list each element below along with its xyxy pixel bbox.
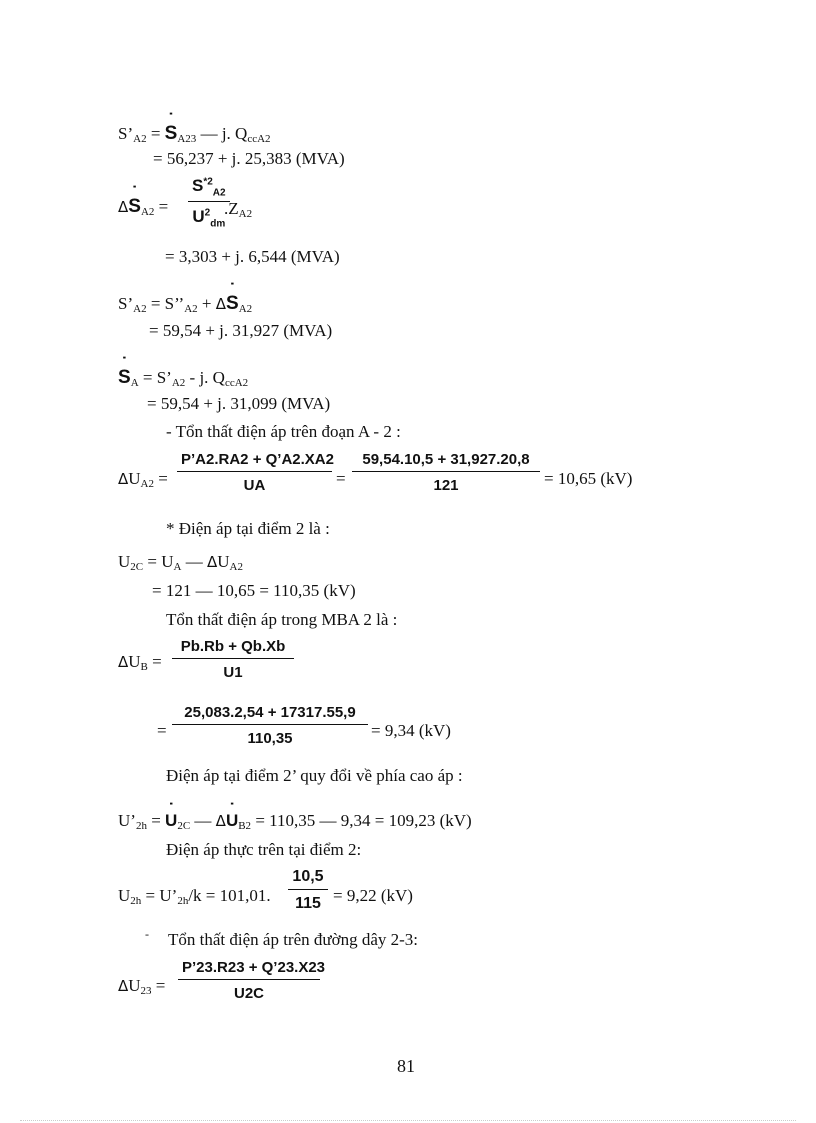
- text: = 9,34 (kV): [371, 721, 451, 740]
- bullet: [145, 928, 149, 940]
- eq-delta-u-23: [118, 976, 166, 997]
- sub: A2: [133, 303, 147, 315]
- eq-delta-u-b: [118, 652, 162, 673]
- numerator: P’A2.RA2 + Q’A2.XA2: [177, 451, 332, 472]
- text: = 121 — 10,65 = 110,35 (kV): [152, 581, 356, 600]
- text: = 10,65 (kV): [544, 469, 633, 488]
- section-heading-mba-loss: [166, 611, 397, 628]
- eq-s-prime-a2: [118, 294, 252, 313]
- sub: A23: [177, 133, 197, 145]
- section-heading-line-2-3: [168, 931, 418, 948]
- numerator: P’23.R23 + Q’23.X23: [178, 959, 320, 980]
- text: .Z: [224, 199, 239, 218]
- equals: [157, 722, 167, 739]
- text: +: [197, 294, 216, 313]
- text: = 56,237 + j. 25,383 (MVA): [153, 149, 345, 168]
- text: = U’: [141, 886, 178, 905]
- sub: ccA2: [247, 133, 271, 145]
- sub: A2: [171, 377, 186, 389]
- sub: 2h: [177, 895, 189, 907]
- numerator: Pb.Rb + Qb.Xb: [172, 638, 294, 659]
- page-number: 81: [397, 1056, 415, 1076]
- eq-delta-u-a2: [118, 469, 168, 490]
- text: U: [128, 976, 141, 995]
- eq-s-a2-line: [118, 124, 271, 143]
- numerator: 10,5: [288, 868, 328, 890]
- sub: 2C: [177, 820, 191, 832]
- delta-symbol: Δ: [118, 977, 129, 995]
- text: * Điện áp tại điểm 2 là :: [166, 519, 330, 538]
- s-dot: ˙ S: [226, 294, 239, 313]
- text: =: [336, 469, 346, 488]
- sub: A2: [229, 561, 243, 573]
- sup: *2: [203, 176, 213, 188]
- equals: [336, 470, 346, 487]
- text: =: [157, 721, 167, 740]
- sub: 2C: [130, 561, 144, 573]
- text: Điện áp tại điểm 2’ quy đổi về phía cao áp :: [166, 766, 463, 785]
- numerator: 25,083.2,54 + 17317.55,9: [172, 704, 368, 725]
- eq-u-2h: [118, 886, 271, 907]
- eq-line-2: [153, 150, 345, 167]
- text: Tổn thất điện áp trên đường dây 2-3:: [168, 930, 419, 949]
- denominator: U1: [223, 664, 243, 681]
- u-dot: ˙ U: [226, 812, 238, 829]
- eq-line-13: [152, 582, 356, 599]
- sub: A2: [140, 478, 154, 490]
- text: Điện áp thực trên tại điểm 2:: [166, 840, 362, 859]
- sup: 2: [204, 207, 211, 219]
- text: =: [146, 124, 165, 143]
- text: U’: [118, 811, 136, 830]
- s-dot: ˙ S: [118, 368, 131, 387]
- text: = U: [143, 552, 174, 571]
- delta-symbol: Δ: [118, 198, 129, 216]
- sub: dm: [210, 218, 226, 230]
- sub: 2h: [135, 820, 147, 832]
- section-heading-loss-a2: [166, 423, 401, 440]
- fraction-pb-qb: [172, 638, 294, 681]
- fraction-ratio: [288, 868, 328, 913]
- sub: A: [173, 561, 182, 573]
- denominator: U2C: [233, 985, 264, 1002]
- eq-u-2c: [118, 552, 243, 573]
- sub: A2: [140, 206, 155, 218]
- sub: A2: [184, 303, 198, 315]
- text: /k = 101,01.: [188, 886, 271, 905]
- eq-s-a: [118, 368, 248, 387]
- eq-line-8: [147, 395, 330, 412]
- sub: A: [130, 377, 139, 389]
- sub: 2h: [130, 895, 142, 907]
- eq-line-6: [149, 322, 332, 339]
- text: = 59,54 + j. 31,099 (MVA): [147, 394, 331, 413]
- section-heading-voltage-2: [166, 520, 330, 537]
- denominator: UA: [243, 477, 266, 494]
- text: =: [147, 652, 162, 671]
- sub: A2: [212, 187, 226, 199]
- text: S’: [118, 124, 134, 143]
- text: - j. Q: [185, 368, 225, 387]
- delta-symbol: Δ: [118, 653, 129, 671]
- sub: ccA2: [224, 377, 249, 389]
- section-heading-converted: [166, 767, 463, 784]
- text: = S’’: [146, 294, 185, 313]
- numerator: 59,54.10,5 + 31,927.20,8: [352, 451, 540, 472]
- text: = 3,303 + j. 6,544 (MVA): [165, 247, 340, 266]
- text: -: [145, 927, 149, 941]
- delta-symbol: Δ: [215, 812, 226, 830]
- fraction-mba-values: [172, 704, 368, 747]
- eq-u-prime-2h: [118, 811, 472, 832]
- denominator: 121: [433, 477, 459, 494]
- sub: A2: [238, 208, 253, 220]
- eq-delta-s-a2: [118, 197, 168, 216]
- text: =: [154, 197, 169, 216]
- text: U: [118, 886, 131, 905]
- sub: A2: [133, 133, 147, 145]
- eq-line-4: [165, 248, 340, 265]
- text: U: [118, 552, 131, 571]
- text: =: [151, 976, 166, 995]
- fraction-p23: [178, 959, 326, 1002]
- text: U: [128, 652, 141, 671]
- text: Tổn thất điện áp trong MBA 2 là :: [166, 610, 398, 629]
- sub: 23: [140, 985, 152, 997]
- text: = 9,22 (kV): [333, 886, 413, 905]
- u-dot: ˙ U: [165, 812, 177, 829]
- denominator: 110,35: [247, 730, 293, 747]
- sub: B: [140, 661, 148, 673]
- text: - Tổn thất điện áp trên đoạn A - 2 :: [166, 422, 401, 441]
- num: S: [192, 176, 204, 195]
- section-heading-actual: [166, 841, 361, 858]
- sub: B2: [238, 820, 252, 832]
- fraction-pr-qx: [177, 451, 332, 494]
- sub: A2: [238, 303, 253, 315]
- text: =: [154, 469, 168, 488]
- delta-symbol: Δ: [206, 553, 218, 571]
- result: [333, 887, 413, 904]
- text: — j. Q: [196, 124, 248, 143]
- text: U: [217, 552, 230, 571]
- delta-symbol: Δ: [215, 295, 226, 313]
- eq-z-tail: [224, 199, 253, 220]
- text: U: [128, 469, 141, 488]
- result: [544, 470, 632, 487]
- text: —: [181, 552, 207, 571]
- s-dot: ˙ S: [128, 197, 141, 216]
- delta-symbol: Δ: [118, 470, 129, 488]
- text: —: [190, 811, 216, 830]
- text: = 110,35 — 9,34 = 109,23 (kV): [251, 811, 472, 830]
- text: = 59,54 + j. 31,927 (MVA): [149, 321, 333, 340]
- text: S’: [118, 294, 134, 313]
- page-edge: [20, 1120, 796, 1121]
- text: =: [146, 811, 166, 830]
- s-dot: ˙ S: [165, 124, 178, 143]
- result: [371, 722, 451, 739]
- text: = S’: [138, 368, 172, 387]
- fraction-values: [352, 451, 540, 494]
- denominator: 115: [295, 895, 321, 912]
- den: U: [192, 207, 205, 227]
